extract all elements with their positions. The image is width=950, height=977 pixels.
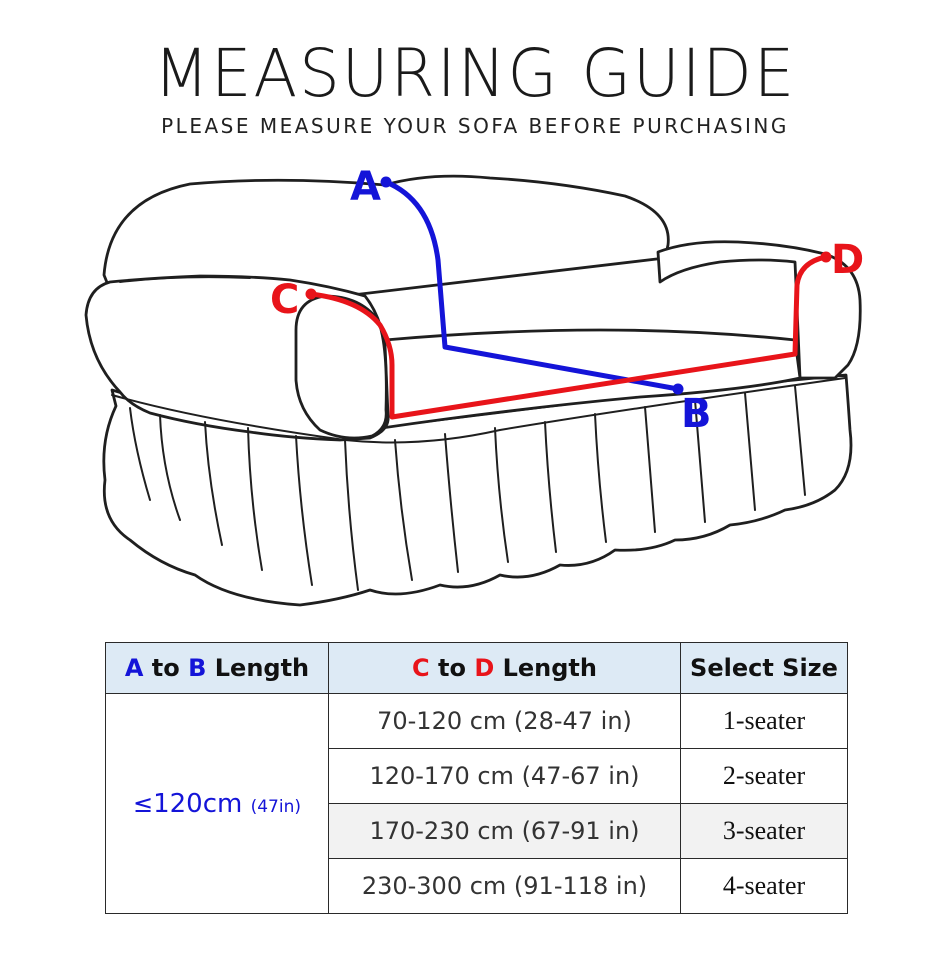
le-symbol: ≤ bbox=[132, 789, 154, 818]
point-d-dot bbox=[821, 252, 832, 263]
size-table bbox=[105, 642, 848, 914]
ab-value-in: (47in) bbox=[250, 796, 302, 817]
table-header-row bbox=[106, 643, 848, 694]
ab-value-cm: 120cm bbox=[153, 788, 243, 819]
cd-length-cell: 170-230 cm (67-91 in) bbox=[329, 804, 681, 859]
table-row bbox=[106, 694, 848, 749]
point-c-label: C bbox=[270, 277, 300, 323]
size-cell: 2-seater bbox=[681, 749, 848, 804]
point-c-dot bbox=[306, 289, 317, 300]
ab-header-to: B bbox=[188, 654, 207, 682]
point-a-dot bbox=[381, 177, 392, 188]
ab-header-suffix: Length bbox=[206, 654, 310, 682]
cd-header-from: C bbox=[412, 654, 430, 682]
ab-length-value bbox=[106, 694, 329, 914]
cd-header-to-word: to bbox=[429, 654, 475, 682]
cd-length-cell: 230-300 cm (91-118 in) bbox=[329, 859, 681, 914]
point-b-label: B bbox=[681, 391, 712, 437]
size-cell: 4-seater bbox=[681, 859, 848, 914]
cd-header-suffix: Length bbox=[494, 654, 597, 682]
ab-header-to-word: to bbox=[143, 654, 189, 682]
ab-header-from: A bbox=[124, 654, 144, 682]
ab-length-header bbox=[106, 643, 329, 694]
point-a-label: A bbox=[350, 164, 381, 210]
size-cell: 3-seater bbox=[681, 804, 848, 859]
point-d-label: D bbox=[831, 237, 865, 283]
cd-header-to: D bbox=[474, 654, 495, 682]
cd-length-cell: 120-170 cm (47-67 in) bbox=[329, 749, 681, 804]
page-title: MEASURING GUIDE bbox=[153, 35, 797, 112]
page-subtitle: PLEASE MEASURE YOUR SOFA BEFORE PURCHASING bbox=[161, 114, 789, 138]
cd-length-header bbox=[329, 643, 681, 694]
cd-length-cell: 70-120 cm (28-47 in) bbox=[329, 694, 681, 749]
select-size-header: Select Size bbox=[681, 643, 848, 694]
size-cell: 1-seater bbox=[681, 694, 848, 749]
sofa-measuring-diagram bbox=[0, 155, 950, 625]
